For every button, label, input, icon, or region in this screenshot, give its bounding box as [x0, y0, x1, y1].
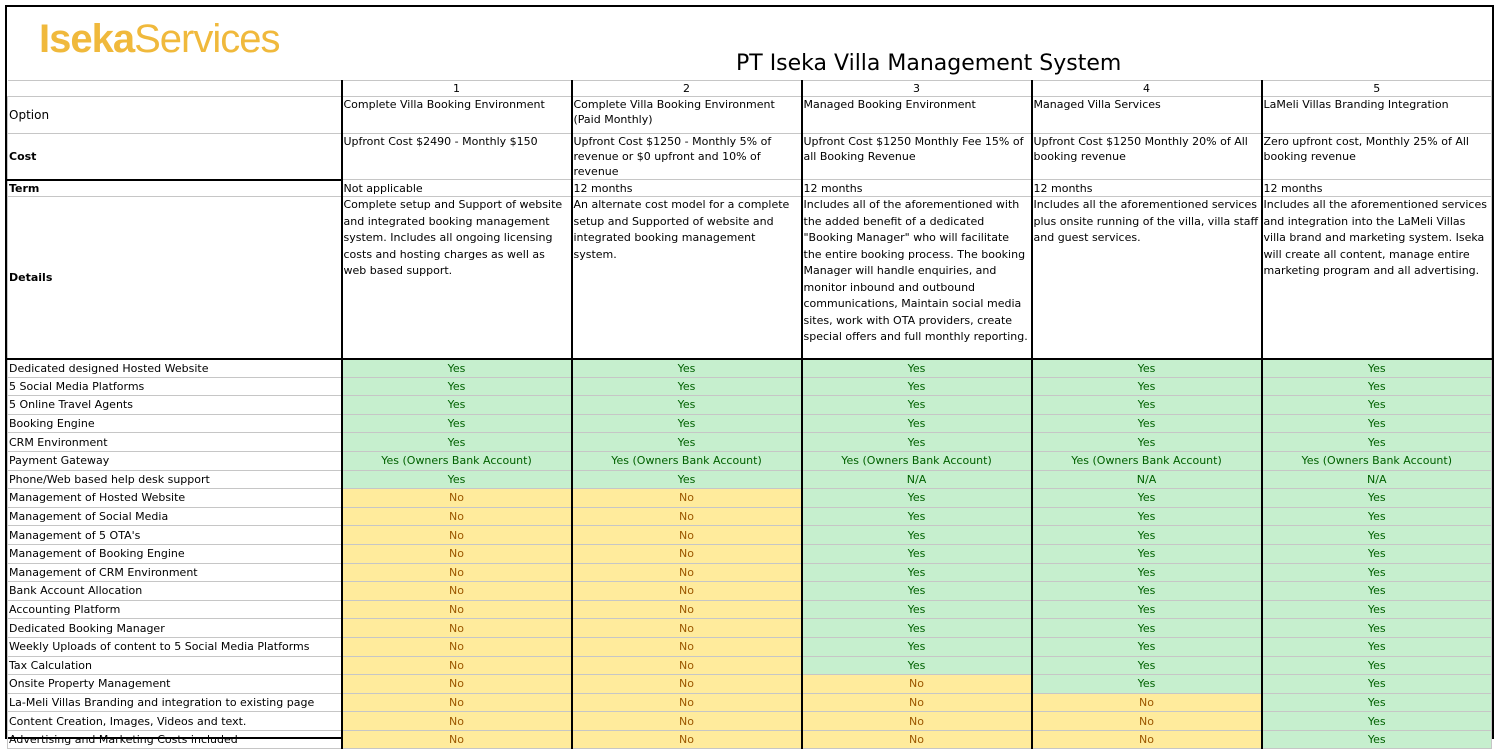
feature-value: No — [342, 693, 572, 712]
feature-value: Yes — [802, 526, 1032, 545]
feature-value: Yes — [802, 582, 1032, 601]
feature-value: Yes (Owners Bank Account) — [1032, 451, 1262, 470]
feature-value: No — [342, 563, 572, 582]
details-text: Includes all of the aforementioned with the added benefit of a dedicated "Booking Manager" who will facilitate the entire booking process. The booking Manager will handle enquiries, and monitor inbound and outbound communications, Maintain social media sites, work with OTA providers, create special offers and full monthly reporting. — [802, 197, 1032, 359]
feature-value: Yes (Owners Bank Account) — [802, 451, 1032, 470]
feature-value: No — [572, 712, 802, 731]
feature-value: Yes — [1032, 582, 1262, 601]
feature-value: No — [572, 619, 802, 638]
feature-name: Management of Social Media — [8, 507, 342, 526]
feature-row — [8, 470, 1492, 489]
feature-name: Dedicated Booking Manager — [8, 619, 342, 638]
details-row — [8, 197, 1492, 359]
feature-row — [8, 712, 1492, 731]
feature-value: N/A — [1032, 470, 1262, 489]
feature-value: No — [1032, 693, 1262, 712]
feature-row — [8, 675, 1492, 694]
feature-name: La-Meli Villas Branding and integration to existing page — [8, 693, 342, 712]
feature-value: No — [572, 507, 802, 526]
feature-row — [8, 730, 1492, 749]
feature-value: Yes — [1032, 563, 1262, 582]
feature-value: Yes — [342, 433, 572, 452]
feature-value: No — [572, 563, 802, 582]
feature-value: Yes — [1032, 675, 1262, 694]
feature-value: Yes — [802, 433, 1032, 452]
feature-value: No — [802, 675, 1032, 694]
feature-value: No — [342, 507, 572, 526]
feature-value: No — [342, 656, 572, 675]
feature-value: Yes — [1262, 489, 1492, 508]
feature-value: Yes — [572, 359, 802, 378]
feature-row — [8, 544, 1492, 563]
feature-row — [8, 507, 1492, 526]
option-name: Managed Villa Services — [1032, 97, 1262, 134]
column-number: 2 — [572, 81, 802, 97]
logo-light-part: Services — [134, 17, 280, 61]
feature-value: Yes — [1262, 563, 1492, 582]
feature-name: 5 Social Media Platforms — [8, 377, 342, 396]
column-number-row — [8, 81, 1492, 97]
feature-value: Yes — [1262, 656, 1492, 675]
feature-value: Yes — [1032, 507, 1262, 526]
feature-row — [8, 414, 1492, 433]
feature-value: Yes — [802, 377, 1032, 396]
cost-value: Zero upfront cost, Monthly 25% of All booking revenue — [1262, 134, 1492, 180]
feature-value: Yes — [572, 396, 802, 415]
feature-name: Tax Calculation — [8, 656, 342, 675]
feature-row — [8, 693, 1492, 712]
column-number: 5 — [1262, 81, 1492, 97]
feature-value: No — [342, 675, 572, 694]
feature-row — [8, 563, 1492, 582]
term-value: 12 months — [1032, 180, 1262, 197]
feature-value: Yes — [802, 396, 1032, 415]
feature-name: Weekly Uploads of content to 5 Social Media Platforms — [8, 637, 342, 656]
feature-value: Yes — [1032, 433, 1262, 452]
details-label: Details — [8, 197, 342, 359]
feature-value: Yes — [1262, 600, 1492, 619]
feature-name: Accounting Platform — [8, 600, 342, 619]
feature-row — [8, 526, 1492, 545]
feature-value: Yes — [572, 414, 802, 433]
cost-row — [8, 134, 1492, 180]
feature-value: Yes — [802, 563, 1032, 582]
feature-value: Yes — [802, 359, 1032, 378]
term-row — [8, 180, 1492, 197]
feature-value: No — [572, 730, 802, 749]
feature-value: Yes — [1262, 507, 1492, 526]
feature-name: Advertising and Marketing Costs included — [8, 730, 342, 749]
feature-name: Booking Engine — [8, 414, 342, 433]
feature-value: No — [572, 656, 802, 675]
term-value: 12 months — [802, 180, 1032, 197]
feature-row — [8, 377, 1492, 396]
feature-value: Yes — [1032, 377, 1262, 396]
details-text: Includes all the aforementioned services plus onsite running of the villa, villa staff and guest services. — [1032, 197, 1262, 359]
feature-value: Yes — [1262, 544, 1492, 563]
feature-value: Yes (Owners Bank Account) — [342, 451, 572, 470]
term-value: Not applicable — [342, 180, 572, 197]
feature-name: Management of CRM Environment — [8, 563, 342, 582]
feature-value: Yes — [1262, 712, 1492, 731]
feature-value: Yes — [1032, 414, 1262, 433]
feature-value: Yes — [1032, 526, 1262, 545]
option-label: Option — [8, 97, 342, 134]
column-number: 3 — [802, 81, 1032, 97]
details-text: Includes all the aforementioned services and integration into the LaMeli Villas villa brand and marketing system. Iseka will create all content, manage entire marketing program and all advertising. — [1262, 197, 1492, 359]
feature-row — [8, 359, 1492, 378]
feature-row — [8, 600, 1492, 619]
feature-row — [8, 582, 1492, 601]
feature-value: No — [342, 619, 572, 638]
feature-value: Yes — [1262, 433, 1492, 452]
feature-name: Management of 5 OTA's — [8, 526, 342, 545]
feature-value: Yes — [1032, 637, 1262, 656]
feature-value: Yes — [1262, 414, 1492, 433]
feature-value: Yes — [1262, 526, 1492, 545]
feature-name: Bank Account Allocation — [8, 582, 342, 601]
feature-value: Yes — [1032, 619, 1262, 638]
feature-name: Payment Gateway — [8, 451, 342, 470]
feature-value: No — [572, 526, 802, 545]
feature-value: No — [342, 526, 572, 545]
feature-row — [8, 489, 1492, 508]
option-name: Complete Villa Booking Environment — [342, 97, 572, 134]
feature-value: No — [342, 544, 572, 563]
feature-value: Yes — [802, 544, 1032, 563]
feature-value: N/A — [1262, 470, 1492, 489]
feature-row — [8, 637, 1492, 656]
feature-value: No — [342, 582, 572, 601]
feature-name: 5 Online Travel Agents — [8, 396, 342, 415]
term-value: 12 months — [1262, 180, 1492, 197]
feature-value: No — [342, 712, 572, 731]
feature-value: Yes (Owners Bank Account) — [572, 451, 802, 470]
feature-value: N/A — [802, 470, 1032, 489]
feature-value: Yes — [1262, 377, 1492, 396]
feature-value: Yes — [342, 470, 572, 489]
corner-cell — [8, 81, 342, 97]
cost-label: Cost — [8, 134, 342, 180]
feature-row — [8, 451, 1492, 470]
feature-value: Yes — [802, 656, 1032, 675]
feature-value: No — [572, 675, 802, 694]
feature-value: No — [802, 693, 1032, 712]
details-text: An alternate cost model for a complete setup and Supported of website and integrated booking management system. — [572, 197, 802, 359]
feature-name: CRM Environment — [8, 433, 342, 452]
feature-value: No — [572, 600, 802, 619]
feature-value: Yes — [342, 359, 572, 378]
column-number: 1 — [342, 81, 572, 97]
feature-value: No — [1032, 712, 1262, 731]
feature-value: Yes — [802, 637, 1032, 656]
feature-value: Yes — [802, 600, 1032, 619]
feature-value: Yes — [802, 489, 1032, 508]
cost-value: Upfront Cost $1250 Monthly Fee 15% of all Booking Revenue — [802, 134, 1032, 180]
feature-value: Yes — [342, 377, 572, 396]
feature-value: Yes — [572, 433, 802, 452]
feature-row — [8, 396, 1492, 415]
feature-value: Yes — [1032, 359, 1262, 378]
feature-value: Yes — [802, 619, 1032, 638]
feature-value: Yes — [1262, 619, 1492, 638]
feature-value: Yes — [1032, 600, 1262, 619]
feature-value: Yes — [1032, 489, 1262, 508]
feature-value: No — [802, 712, 1032, 731]
feature-value: No — [342, 489, 572, 508]
comparison-table — [7, 80, 1492, 749]
feature-value: No — [802, 730, 1032, 749]
feature-value: No — [572, 693, 802, 712]
feature-value: Yes — [1262, 693, 1492, 712]
cost-value: Upfront Cost $2490 - Monthly $150 — [342, 134, 572, 180]
feature-value: Yes — [1262, 637, 1492, 656]
feature-value: No — [342, 600, 572, 619]
option-name: LaMeli Villas Branding Integration — [1262, 97, 1492, 134]
feature-name: Content Creation, Images, Videos and text. — [8, 712, 342, 731]
feature-value: Yes — [1262, 675, 1492, 694]
logo-bold-part: Iseka — [39, 17, 135, 61]
term-label: Term — [8, 180, 342, 197]
feature-value: Yes — [1262, 582, 1492, 601]
feature-value: No — [572, 637, 802, 656]
feature-value: Yes — [1032, 656, 1262, 675]
feature-name: Management of Hosted Website — [8, 489, 342, 508]
feature-value: Yes — [1262, 396, 1492, 415]
feature-value: Yes — [342, 414, 572, 433]
sheet-header — [7, 7, 1492, 81]
column-number: 4 — [1032, 81, 1262, 97]
feature-value: Yes — [1262, 730, 1492, 749]
details-text: Complete setup and Support of website and integrated booking management system. Includes all ongoing licensing costs and hosting charges as well as web based support. — [342, 197, 572, 359]
feature-row — [8, 619, 1492, 638]
term-value: 12 months — [572, 180, 802, 197]
feature-value: Yes — [802, 507, 1032, 526]
page-title: PT Iseka Villa Management System — [736, 51, 1122, 76]
feature-value: Yes — [572, 377, 802, 396]
feature-row — [8, 433, 1492, 452]
option-row — [8, 97, 1492, 134]
feature-value: Yes — [802, 414, 1032, 433]
feature-value: Yes — [342, 396, 572, 415]
feature-value: No — [572, 582, 802, 601]
cost-value: Upfront Cost $1250 Monthly 20% of All booking revenue — [1032, 134, 1262, 180]
feature-name: Phone/Web based help desk support — [8, 470, 342, 489]
feature-value: No — [572, 544, 802, 563]
iseka-services-logo — [39, 17, 280, 62]
feature-name: Onsite Property Management — [8, 675, 342, 694]
feature-value: Yes — [1262, 359, 1492, 378]
comparison-sheet — [5, 5, 1494, 747]
feature-value: Yes — [1032, 544, 1262, 563]
feature-name: Management of Booking Engine — [8, 544, 342, 563]
feature-value: No — [1032, 730, 1262, 749]
feature-value: No — [342, 730, 572, 749]
feature-value: No — [342, 637, 572, 656]
feature-row — [8, 656, 1492, 675]
feature-value: Yes — [1032, 396, 1262, 415]
option-name: Complete Villa Booking Environment (Paid Monthly) — [572, 97, 802, 134]
feature-value: Yes — [572, 470, 802, 489]
feature-name: Dedicated designed Hosted Website — [8, 359, 342, 378]
feature-value: Yes (Owners Bank Account) — [1262, 451, 1492, 470]
option-name: Managed Booking Environment — [802, 97, 1032, 134]
cost-value: Upfront Cost $1250 - Monthly 5% of revenue or $0 upfront and 10% of revenue — [572, 134, 802, 180]
feature-value: No — [572, 489, 802, 508]
